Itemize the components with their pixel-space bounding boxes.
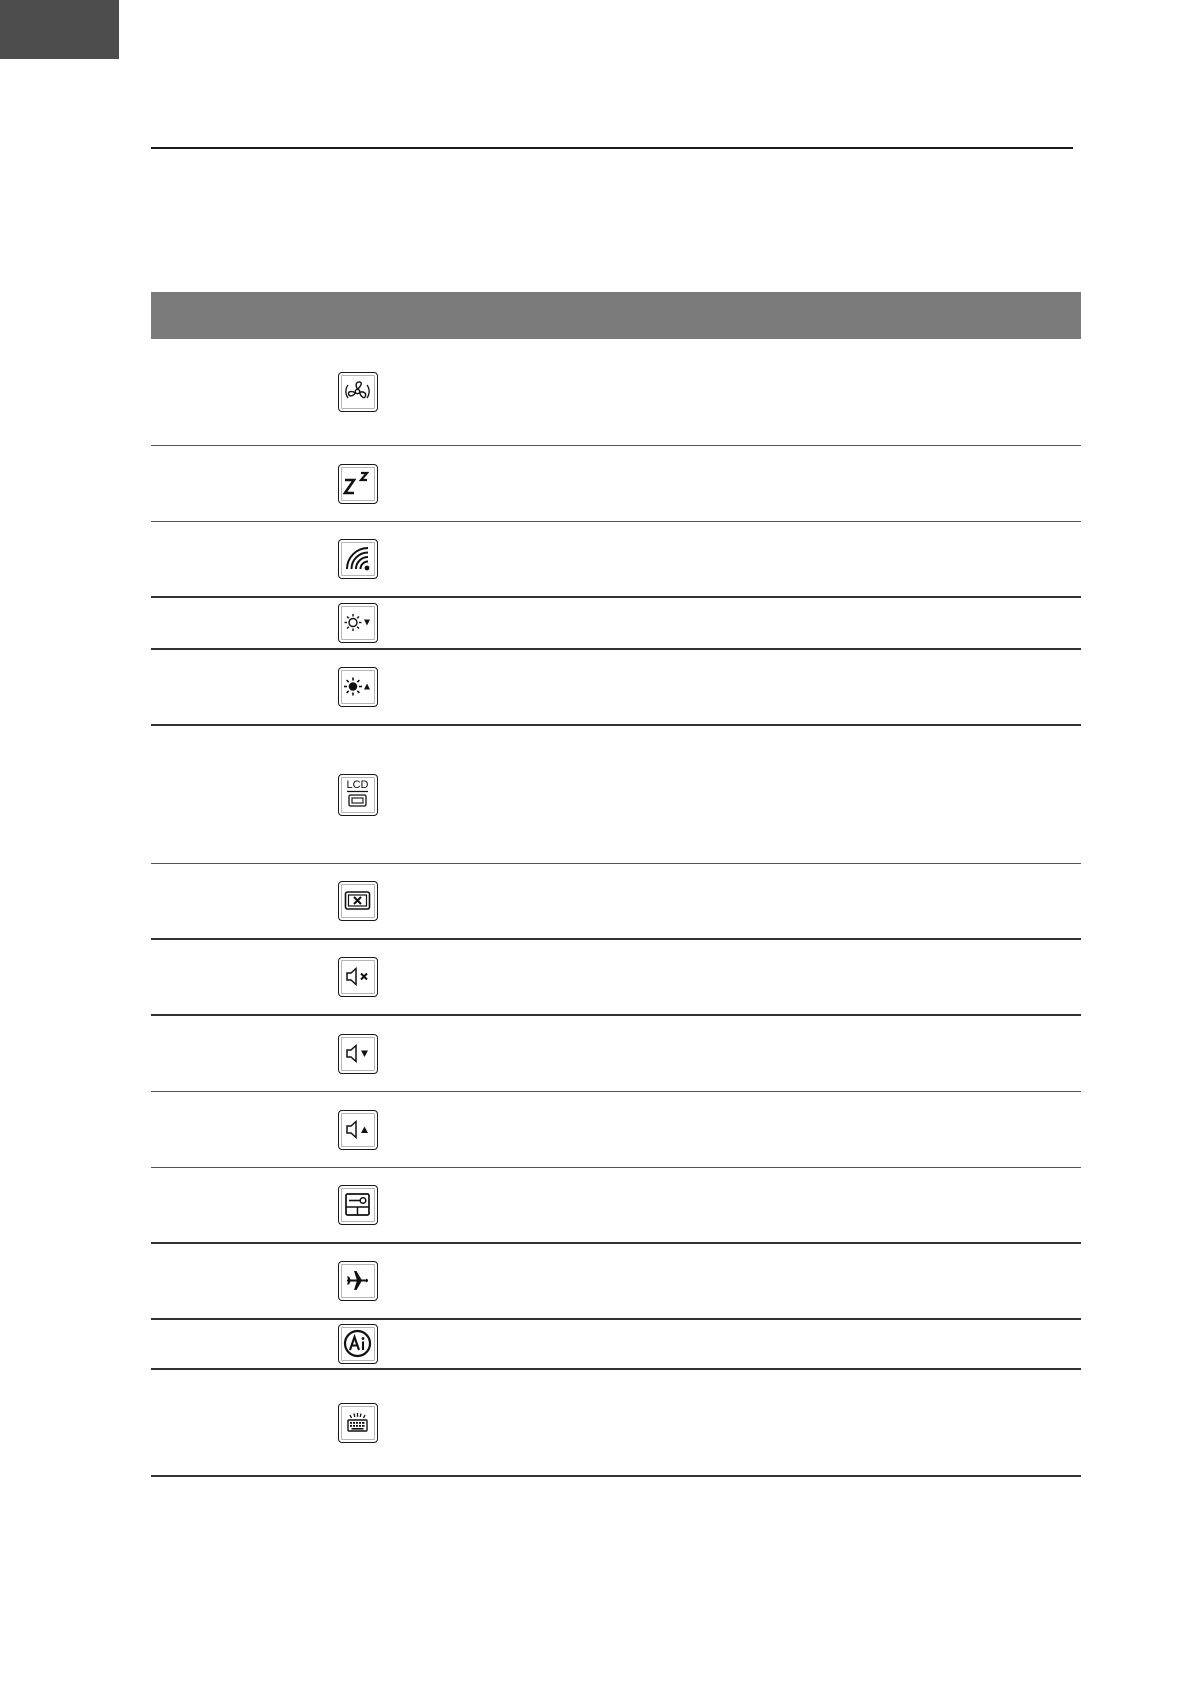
fan-icon — [338, 372, 378, 412]
ai-icon — [338, 1324, 378, 1364]
table-row — [151, 726, 1081, 864]
table-row — [151, 1016, 1081, 1092]
table-row — [151, 650, 1081, 726]
table-row — [151, 446, 1081, 522]
header-rule — [151, 147, 1073, 149]
hotkey-table — [151, 339, 1081, 1477]
table-header-bar — [151, 292, 1081, 339]
table-row — [151, 940, 1081, 1016]
table-row — [151, 864, 1081, 940]
table-row — [151, 339, 1081, 446]
sleep-icon — [338, 464, 378, 504]
table-row — [151, 1244, 1081, 1320]
table-row — [151, 1092, 1081, 1168]
keyboard-backlight-icon — [338, 1403, 378, 1443]
screen-off-icon — [338, 881, 378, 921]
touchpad-toggle-icon — [338, 1185, 378, 1225]
wireless-icon — [338, 539, 378, 579]
brightness-down-icon — [338, 603, 378, 643]
table-row — [151, 1370, 1081, 1477]
chapter-tab — [0, 0, 119, 59]
lcd-key-label: LCD — [346, 778, 369, 791]
volume-down-icon — [338, 1034, 378, 1074]
table-row — [151, 1168, 1081, 1244]
table-row — [151, 1320, 1081, 1370]
display-switch-icon — [338, 774, 378, 816]
mute-icon — [338, 957, 378, 997]
table-row — [151, 598, 1081, 650]
volume-up-icon — [338, 1110, 378, 1150]
table-row — [151, 522, 1081, 598]
brightness-up-icon — [338, 667, 378, 707]
airplane-mode-icon — [338, 1261, 378, 1301]
